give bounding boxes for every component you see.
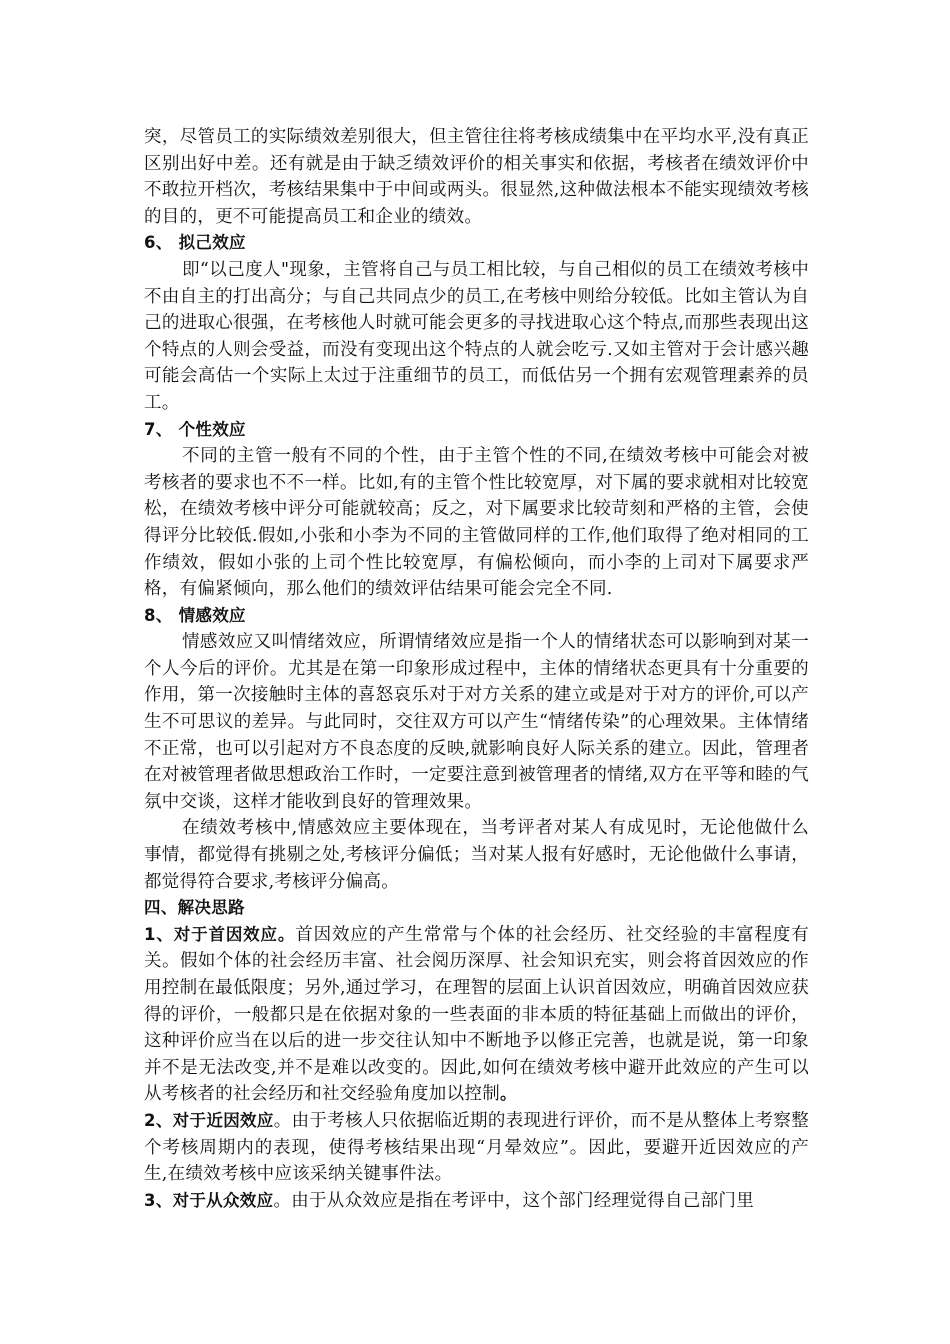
paragraph-intro: 突，尽管员工的实际绩效差别很大，但主管往往将考核成绩集中在平均水平,没有真正区别出好中差。还有就是由于缺乏绩效评价的相关事实和依据，考核者在绩效评价中不敢拉开档次，考核结果集中于中间或两头。很显然,这种做法根本不能实现绩效考核的目的，更不可能提高员工和企业的绩效。 — [144, 127, 809, 227]
solution-recency-text: 。由于考核人只依据临近期的表现进行评价，而不是从整体上考察整个考核周期内的表现，使得考核结果出现“月晕效应”。因此，要避开近因效应的产生,在绩效考核中应该采纳关键事件法。 — [144, 1110, 809, 1185]
solution-primacy-effect — [144, 922, 809, 1108]
document-page — [144, 124, 809, 1214]
solution-conformity-text: 。由于从众效应是指在考评中，这个部门经理觉得自己部门里 — [273, 1190, 754, 1211]
heading-emotion-effect: 8、 情感效应 — [144, 605, 246, 625]
solution-recency-label: 2、对于近因效应 — [144, 1110, 274, 1130]
solution-conformity-label: 3、对于从众效应 — [144, 1190, 274, 1210]
paragraph-emotion-in-appraisal: 在绩效考核中,情感效应主要体现在，当考评者对某人有成见时，无论他做什么事情，都觉得有挑剔之处,考核评分偏低；当对某人报有好感时，无论他做什么事请，都觉得符合要求,考核评分偏高。 — [144, 818, 809, 892]
solution-recency-effect — [144, 1108, 809, 1188]
solution-conformity-effect — [144, 1188, 809, 1215]
heading-solutions: 四、解决思路 — [144, 898, 245, 918]
solution-primacy-label: 1、对于首因效应。 — [144, 924, 296, 944]
solution-primacy-end: 。 — [500, 1084, 517, 1104]
paragraph-personality-effect: 不同的主管一般有不同的个性，由于主管个性的不同,在绩效考核中可能会对被考核者的要求也不不一样。比如,有的主管个性比较宽厚，对下属的要求就相对比较宽松，在绩效考核中评分可能就较高；反之，对下属要求比较苛刻和严格的主管，会使得评分比较低.假如,小张和小李为不同的主管做同样的工作,他们取得了绝对相同的工作绩效，假如小张的上司个性比较宽厚，有偏松倾向，而小李的上司对下属要求严格，有偏紧倾向，那么他们的绩效评估结果可能会完全不同. — [144, 446, 809, 600]
paragraph-projection-effect: 即“以己度人"现象，主管将自己与员工相比较，与自己相似的员工在绩效考核中不由自主的打出高分；与自己共同点少的员工,在考核中则给分较低。比如主管认为自己的进取心很强，在考核他人时就可能会更多的寻找进取心这个特点,而那些表现出这个特点的人则会受益，而没有变现出这个特点的人就会吃亏.又如主管对于会计感兴趣可能会高估一个实际上太过于注重细节的员工，而低估另一个拥有宏观管理素养的员工。 — [144, 259, 809, 413]
heading-personality-effect: 7、 个性效应 — [144, 419, 246, 439]
paragraph-emotion-effect: 情感效应又叫情绪效应，所谓情绪效应是指一个人的情绪状态可以影响到对某一个人今后的评价。尤其是在第一印象形成过程中，主体的情绪状态更具有十分重要的作用，第一次接触时主体的喜怒哀乐对于对方关系的建立或是对于对方的评价,可以产生不可思议的差异。与此同时，交往双方可以产生“情绪传染”的心理效果。主体情绪不正常，也可以引起对方不良态度的反映,就影响良好人际关系的建立。因此，管理者在对被管理者做思想政治工作时，一定要注意到被管理者的情绪,双方在平等和睦的气氛中交谈，这样才能收到良好的管理效果。 — [144, 632, 809, 812]
solution-primacy-text: 首因效应的产生常常与个体的社会经历、社交经验的丰富程度有关。假如个体的社会经历丰富、社会阅历深厚、社会知识充实，则会将首因效应的作用控制在最低限度；另外,通过学习，在理智的层面上认识首因效应，明确首因效应获得的评价，一般都只是在依据对象的一些表面的非本质的特征基础上而做出的评价，这种评价应当在以后的进一步交往认知中不断地予以修正完善，也就是说，第一印象并不是无法改变,并不是难以改变的。因此,如何在绩效考核中避开此效应的产生可以从考核者的社会经历和社交经验角度加以控制 — [144, 924, 809, 1105]
heading-projection-effect: 6、 拟己效应 — [144, 233, 246, 253]
